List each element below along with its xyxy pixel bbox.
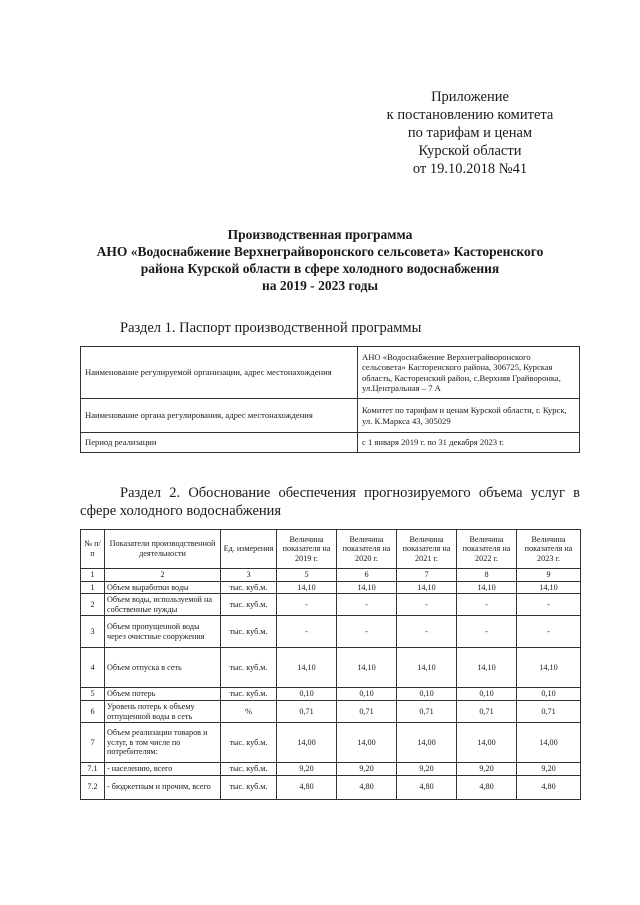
table-header-row <box>81 530 581 569</box>
header-num: 6 <box>337 569 397 582</box>
title-line: АНО «Водоснабжение Верхнеграйворонского сельсовета» Касторенского <box>96 244 544 259</box>
header-cell: № п/п <box>81 530 105 569</box>
document-title <box>60 226 580 294</box>
indicator-name: Объем отпуска в сеть <box>105 648 221 688</box>
table-row <box>81 616 581 648</box>
value-cell: 14,10 <box>397 648 457 688</box>
row-number: 4 <box>81 648 105 688</box>
value-cell: 4,80 <box>337 775 397 799</box>
title-line: Производственная программа <box>227 227 413 242</box>
value-cell: 0,71 <box>457 700 517 722</box>
header-num: 9 <box>517 569 581 582</box>
value-cell: 9,20 <box>337 763 397 776</box>
section1-heading: Раздел 1. Паспорт производственной программы <box>120 320 422 336</box>
section2-heading-text: Раздел 2. Обоснование обеспечения прогнозируемого объема услуг в сфере холодного водоснабжения <box>80 485 580 519</box>
value-cell: 0,71 <box>397 700 457 722</box>
value-cell: - <box>337 594 397 616</box>
value-cell: - <box>517 594 581 616</box>
unit-cell: тыс. куб.м. <box>221 616 277 648</box>
indicator-name: - бюджетным и прочим, всего <box>105 775 221 799</box>
passport-value: Комитет по тарифам и ценам Курской области, г. Курск, ул. К.Маркса 43, 305029 <box>358 399 580 433</box>
header-cell: Величина показателя на 2020 г. <box>337 530 397 569</box>
row-number: 3 <box>81 616 105 648</box>
header-num: 3 <box>221 569 277 582</box>
row-number: 2 <box>81 594 105 616</box>
table-row <box>81 648 581 688</box>
unit-cell: тыс. куб.м. <box>221 594 277 616</box>
passport-value: с 1 января 2019 г. по 31 декабря 2023 г. <box>358 433 580 453</box>
table-row <box>81 594 581 616</box>
row-number: 1 <box>81 581 105 594</box>
value-cell: 14,10 <box>517 581 581 594</box>
appendix-line: Курской области <box>418 143 522 159</box>
value-cell: 0,10 <box>277 688 337 701</box>
value-cell: 14,00 <box>457 723 517 763</box>
value-cell: 4,80 <box>457 775 517 799</box>
indicator-name: Объем воды, используемой на собственные нужды <box>105 594 221 616</box>
value-cell: 14,10 <box>337 581 397 594</box>
section2-heading <box>80 484 580 520</box>
value-cell: 0,10 <box>457 688 517 701</box>
unit-cell: тыс. куб.м. <box>221 648 277 688</box>
row-number: 7 <box>81 723 105 763</box>
passport-row <box>81 347 580 399</box>
header-cell: Ед. измерения <box>221 530 277 569</box>
value-cell: 0,10 <box>337 688 397 701</box>
passport-label: Наименование органа регулирования, адрес местонахождения <box>81 399 358 433</box>
volume-table <box>80 529 581 800</box>
value-cell: 14,10 <box>457 581 517 594</box>
value-cell: 4,80 <box>517 775 581 799</box>
indicator-name: Объем потерь <box>105 688 221 701</box>
value-cell: 0,10 <box>397 688 457 701</box>
passport-table <box>80 346 580 453</box>
passport-label: Период реализации <box>81 433 358 453</box>
header-num: 1 <box>81 569 105 582</box>
value-cell: 14,10 <box>517 648 581 688</box>
row-number: 5 <box>81 688 105 701</box>
value-cell: 0,71 <box>337 700 397 722</box>
value-cell: 14,10 <box>277 581 337 594</box>
unit-cell: тыс. куб.м. <box>221 763 277 776</box>
value-cell: 4,80 <box>397 775 457 799</box>
row-number: 6 <box>81 700 105 722</box>
header-num: 2 <box>105 569 221 582</box>
appendix-block <box>360 88 580 178</box>
appendix-line: от 19.10.2018 №41 <box>412 161 528 177</box>
passport-label: Наименование регулируемой организации, адрес местонахождения <box>81 347 358 399</box>
indicator-name: Уровень потерь к объему отпущенной воды в сеть <box>105 700 221 722</box>
value-cell: - <box>397 594 457 616</box>
value-cell: - <box>457 616 517 648</box>
appendix-line: по тарифам и ценам <box>407 125 533 141</box>
value-cell: 14,00 <box>397 723 457 763</box>
value-cell: 0,71 <box>277 700 337 722</box>
value-cell: 0,10 <box>517 688 581 701</box>
value-cell: 4,80 <box>277 775 337 799</box>
value-cell: 14,00 <box>277 723 337 763</box>
indicator-name: Объем пропущенной воды через очистные сооружения <box>105 616 221 648</box>
header-num: 7 <box>397 569 457 582</box>
value-cell: 0,71 <box>517 700 581 722</box>
value-cell: 9,20 <box>457 763 517 776</box>
value-cell: 14,00 <box>517 723 581 763</box>
value-cell: 14,00 <box>337 723 397 763</box>
table-row <box>81 688 581 701</box>
unit-cell: тыс. куб.м. <box>221 688 277 701</box>
value-cell: - <box>397 616 457 648</box>
value-cell: 14,10 <box>397 581 457 594</box>
unit-cell: тыс. куб.м. <box>221 723 277 763</box>
appendix-line: Приложение <box>431 89 509 105</box>
value-cell: - <box>517 616 581 648</box>
table-row <box>81 723 581 763</box>
table-row <box>81 763 581 776</box>
value-cell: - <box>277 594 337 616</box>
value-cell: - <box>277 616 337 648</box>
unit-cell: % <box>221 700 277 722</box>
title-line: района Курской области в сфере холодного водоснабжения <box>140 261 500 276</box>
header-num: 8 <box>457 569 517 582</box>
row-number: 7.1 <box>81 763 105 776</box>
passport-row <box>81 433 580 453</box>
value-cell: 14,10 <box>337 648 397 688</box>
header-cell: Величина показателя на 2023 г. <box>517 530 581 569</box>
header-cell: Величина показателя на 2022 г. <box>457 530 517 569</box>
appendix-line: к постановлению комитета <box>386 107 554 123</box>
header-cell: Величина показателя на 2021 г. <box>397 530 457 569</box>
value-cell: 14,10 <box>277 648 337 688</box>
header-num: 5 <box>277 569 337 582</box>
value-cell: 14,10 <box>457 648 517 688</box>
value-cell: - <box>337 616 397 648</box>
passport-row <box>81 399 580 433</box>
unit-cell: тыс. куб.м. <box>221 775 277 799</box>
value-cell: 9,20 <box>277 763 337 776</box>
table-number-row <box>81 569 581 582</box>
table-row <box>81 700 581 722</box>
passport-value: АНО «Водоснабжение Верхнеграйворонского сельсовета» Касторенского района, 306725, Курская область, Касторенский район, с.Верхняя Грайворонка, ул.Центральная – 7 А <box>358 347 580 399</box>
value-cell: - <box>457 594 517 616</box>
indicator-name: Объем реализации товаров и услуг, в том числе по потребителям: <box>105 723 221 763</box>
value-cell: 9,20 <box>397 763 457 776</box>
table-body <box>81 581 581 799</box>
indicator-name: Объем выработки воды <box>105 581 221 594</box>
title-line: на 2019 - 2023 годы <box>261 278 379 293</box>
indicator-name: - населению, всего <box>105 763 221 776</box>
table-row <box>81 775 581 799</box>
table-row <box>81 581 581 594</box>
header-cell: Величина показателя на 2019 г. <box>277 530 337 569</box>
header-cell: Показатели производственной деятельности <box>105 530 221 569</box>
value-cell: 9,20 <box>517 763 581 776</box>
row-number: 7.2 <box>81 775 105 799</box>
unit-cell: тыс. куб.м. <box>221 581 277 594</box>
